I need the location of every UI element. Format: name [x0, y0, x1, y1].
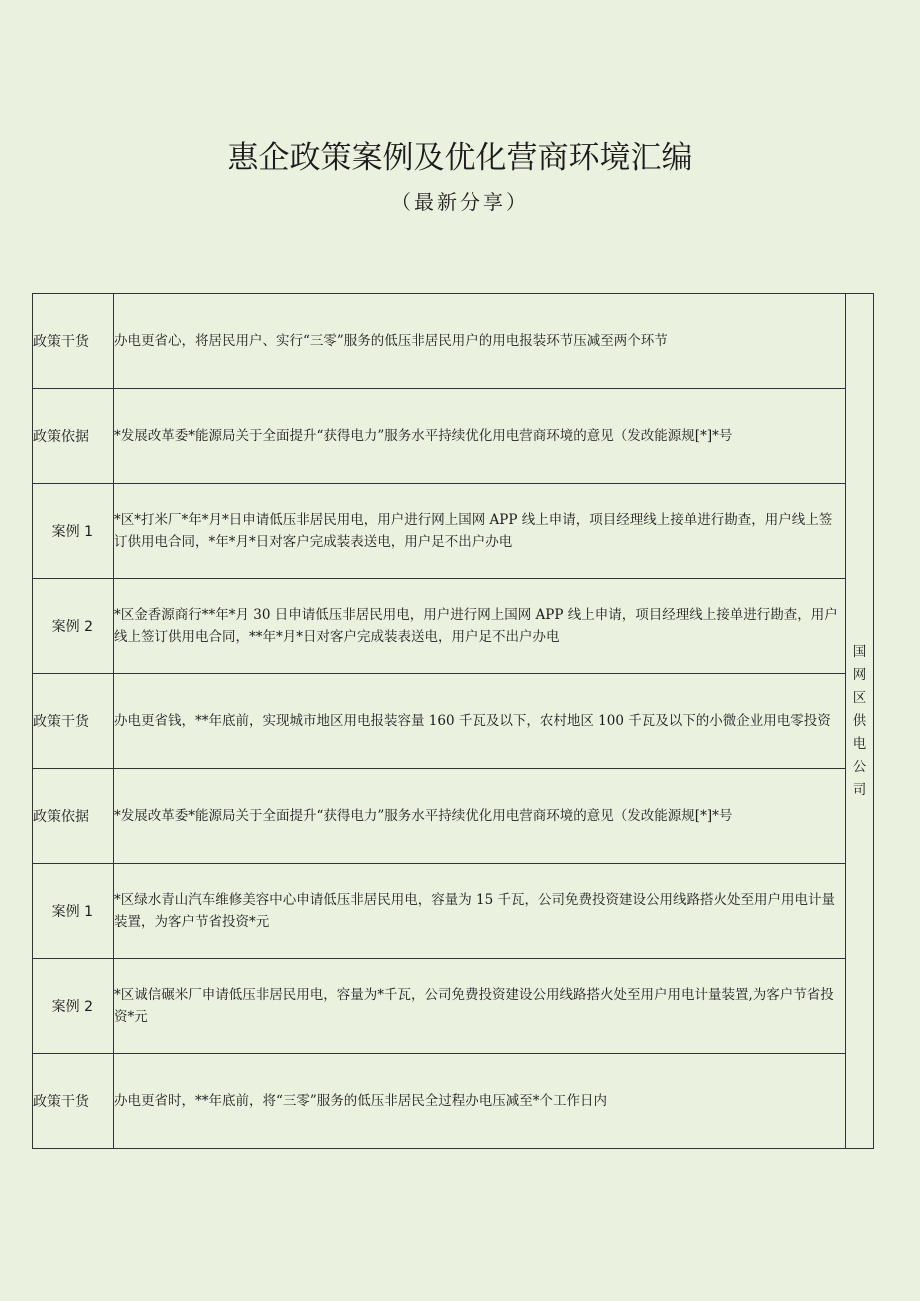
row-label: 案例 2 — [33, 959, 114, 1054]
row-content: 办电更省时，**年底前，将“三零”服务的低压非居民全过程办电压减至*个工作日内 — [114, 1054, 846, 1149]
table-row — [33, 674, 874, 769]
row-label: 案例 1 — [33, 484, 114, 579]
row-content: *区绿水青山汽车维修美容中心申请低压非居民用电，容量为 15 千瓦，公司免费投资建设公用线路搭火处至用户用电计量装置，为客户节省投资*元 — [114, 864, 846, 959]
table-row — [33, 769, 874, 864]
row-content: 办电更省心，将居民用户、实行“三零”服务的低压非居民用户的用电报装环节压减至两个环节 — [114, 294, 846, 389]
policy-table — [32, 293, 874, 1149]
page-title: 惠企政策案例及优化营商环境汇编 — [227, 140, 693, 176]
side-char: 电 — [852, 735, 867, 752]
side-char: 供 — [852, 712, 867, 729]
row-content: *区*打米厂*年*月*日申请低压非居民用电，用户进行网上国网 APP 线上申请，项目经理线上接单进行勘查，用户线上签订供用电合同，*年*月*日对客户完成装表送电，用户足不出户办电 — [114, 484, 846, 579]
side-char: 国 — [852, 643, 867, 660]
table-row — [33, 294, 874, 389]
table-row — [33, 389, 874, 484]
table-row — [33, 484, 874, 579]
side-char: 网 — [852, 666, 867, 683]
row-label: 政策干货 — [33, 1054, 114, 1149]
row-content: *区诚信碾米厂申请低压非居民用电，容量为*千瓦，公司免费投资建设公用线路搭火处至用户用电计量装置,为客户节省投资*元 — [114, 959, 846, 1054]
row-content: *发展改革委*能源局关于全面提升“获得电力”服务水平持续优化用电营商环境的意见（发改能源规[*]*号 — [114, 769, 846, 864]
row-label: 政策依据 — [33, 389, 114, 484]
row-label: 政策干货 — [33, 294, 114, 389]
table-row — [33, 864, 874, 959]
side-char: 区 — [852, 689, 867, 706]
side-char: 司 — [852, 781, 867, 798]
page-subtitle: （最新分享） — [391, 190, 529, 214]
row-content: 办电更省钱，**年底前，实现城市地区用电报装容量 160 千瓦及以下，农村地区 100 千瓦及以下的小微企业用电零投资 — [114, 674, 846, 769]
row-label: 政策依据 — [33, 769, 114, 864]
row-content: *发展改革委*能源局关于全面提升“获得电力”服务水平持续优化用电营商环境的意见（发改能源规[*]*号 — [114, 389, 846, 484]
row-content: *区金香源商行**年*月 30 日申请低压非居民用电，用户进行网上国网 APP 线上申请，项目经理线上接单进行勘查，用户线上签订供用电合同，**年*月*日对客户完成装表送电，用户足不出户办电 — [114, 579, 846, 674]
row-label: 案例 2 — [33, 579, 114, 674]
side-char: 公 — [852, 758, 867, 775]
table-row — [33, 959, 874, 1054]
table-row — [33, 579, 874, 674]
row-label: 案例 1 — [33, 864, 114, 959]
side-org-label — [846, 294, 874, 1149]
row-label: 政策干货 — [33, 674, 114, 769]
table-row — [33, 1054, 874, 1149]
